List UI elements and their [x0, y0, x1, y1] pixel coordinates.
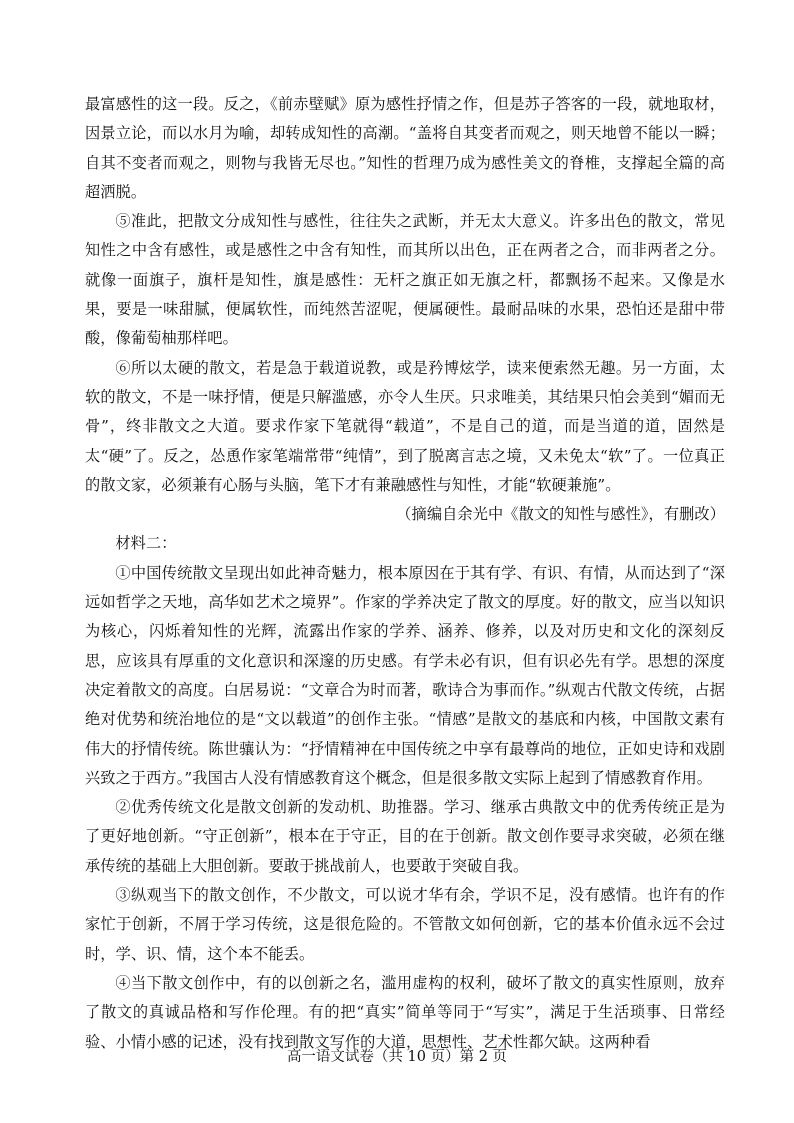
paragraph-6: ⑥所以太硬的散文，若是急于载道说教，或是矜博炫学，读来便索然无趣。另一方面，太软的散文，不是一味抒情，便是只解滥感，亦令人生厌。只求唯美，其结果只怕会美到“媚而无骨”，终非散文之大道。要求作家下笔就得“载道”，不是自己的道，而是当道的道，固然是太“硬”了。反之，怂恿作家笔端常带“纯情”，到了脱离言志之境，又未免太“软”了。一位真正的散文家，必须兼有心肠与头脑，笔下才有兼融感性与知性，才能“软硬兼施”。	[85, 358, 725, 494]
page-footer: 高一语文试卷（共 10 页）第 2 页	[286, 1049, 508, 1065]
paragraph-5: ⑤准此，把散文分成知性与感性，往往失之武断，并无太大意义。许多出色的散文，常见知性之中含有感性，或是感性之中含有知性，而其所以出色，正在两者之合，而非两者之分。就像一面旗子，旗杆是知性，旗是感性：无杆之旗正如无旗之杆，都飘扬不起来。又像是水果，要是一味甜腻，便属软性，而纯然苦涩呢，便属硬性。最耐品味的水果，恐怕还是甜中带酸，像葡萄柚那样吧。	[85, 212, 725, 348]
material2-paragraph-2: ②优秀传统文化是散文创新的发动机、助推器。学习、继承古典散文中的优秀传统正是为了更好地创新。“守正创新”，根本在于守正，目的在于创新。散文创作要寻求突破，必须在继承传统的基础上大胆创新。要敢于挑战前人，也要敢于突破自我。	[85, 798, 725, 875]
document-body	[85, 90, 725, 1057]
source-note: （摘编自余光中《散文的知性与感性》，有删改）	[396, 505, 725, 524]
material-2-heading: 材料二：	[115, 534, 177, 553]
material2-paragraph-1: ①中国传统散文呈现出如此神奇魅力，根本原因在于其有学、有识、有情，从而达到了“深远如哲学之天地，高华如艺术之境界”。作家的学养决定了散文的厚度。好的散文，应当以知识为核心，闪烁着知性的光辉，流露出作家的学养、涵养、修养，以及对历史和文化的深刻反思，应该具有厚重的文化意识和深邃的历史感。有学未必有识，但有识必先有学。思想的深度决定着散文的高度。白居易说：“文章合为时而著，歌诗合为事而作。”纵观古代散文传统，占据绝对优势和统治地位的是“文以载道”的创作主张。“情感”是散文的基底和内核，中国散文素有伟大的抒情传统。陈世骧认为：“抒情精神在中国传统之中享有最尊尚的地位，正如史诗和戏剧兴致之于西方。”我国古人没有情感教育这个概念，但是很多散文实际上起到了情感教育作用。	[85, 563, 725, 787]
material2-paragraph-3: ③纵观当下的散文创作，不少散文，可以说才华有余，学识不足，没有感情。也许有的作家忙于创新，不屑于学习传统，这是很危险的。不管散文如何创新，它的基本价值永远不会过时，学、识、情，这个本不能丢。	[85, 886, 725, 963]
material2-paragraph-4: ④当下散文创作中，有的以创新之名，滥用虚构的权利，破坏了散文的真实性原则，放弃了散文的真诚品格和写作伦理。有的把“真实”简单等同于“写实”，满足于生活琐事、日常经验、小情小感的记述，没有找到散文写作的大道，思想性、艺术性都欠缺。这两种看	[85, 973, 725, 1051]
paragraph-continued: 最富感性的这一段。反之，《前赤壁赋》原为感性抒情之作，但是苏子答客的一段，就地取材，因景立论，而以水月为喻，却转成知性的高潮。“盖将自其变者而观之，则天地曾不能以一瞬；自其不变者而观之，则物与我皆无尽也。”知性的哲理乃成为感性美文的脊椎，支撑起全篇的高超洒脱。	[85, 95, 725, 201]
